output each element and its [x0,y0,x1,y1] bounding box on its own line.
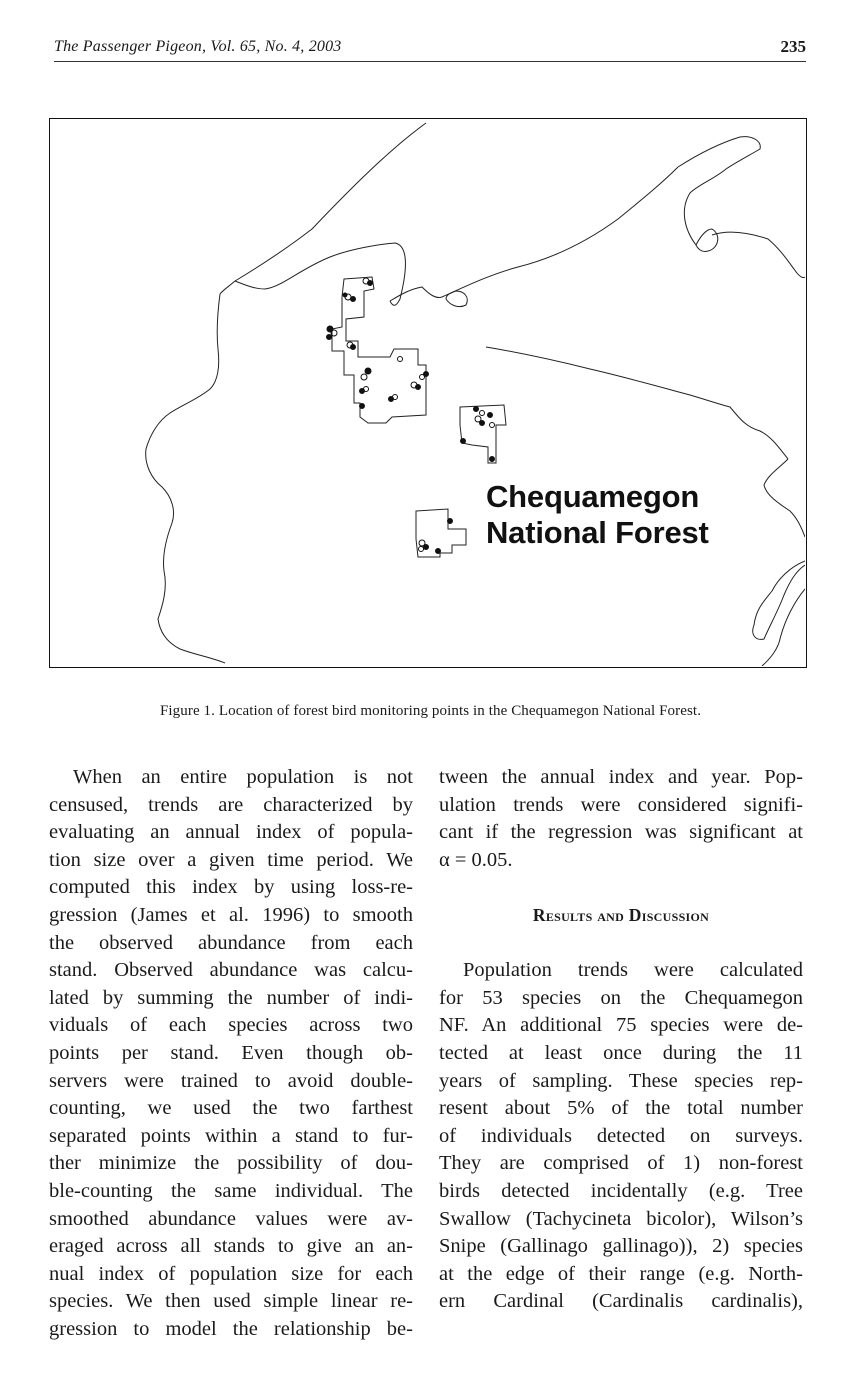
text-line: the observed abundance from each [49,931,413,954]
journal-citation: The Passenger Pigeon, Vol. 65, No. 4, 2003 [54,38,342,55]
text-line: years of sampling. These species rep- [439,1069,803,1092]
text-line: for 53 species on the Chequamegon [439,986,803,1009]
header-rule [54,61,806,62]
text-line: They are comprised of 1) non-forest [439,1152,803,1175]
text-line: separated points within a stand to fur- [49,1124,413,1147]
text-line: α = 0.05. [439,848,513,871]
figure-map [49,118,807,668]
text-line: tween the annual index and year. Pop- [439,766,803,788]
section-heading: Results and Discussion [532,904,710,925]
text-line: When an entire population is not [73,766,413,788]
text-line: nual index of population size for each [49,1262,413,1285]
text-line: of individuals detected on surveys. [439,1124,803,1147]
wisconsin-map-outline [50,119,805,666]
text-line: ern Cardinal (Cardinalis cardinalis), [439,1290,803,1313]
text-line: Swallow (Tachycineta bicolor), Wilson’s [439,1207,803,1230]
right-column [439,764,803,1316]
text-line: at the edge of their range (e.g. North- [439,1262,803,1285]
text-line: censused, trends are characterized by [49,793,413,816]
page-number: 235 [780,37,806,56]
text-line: ble-counting the same individual. The [49,1179,413,1202]
text-line: counting, we used the two farthest [49,1097,413,1120]
map-label-chequamegon: Chequamegon [486,479,700,514]
text-line: Population trends were calculated [463,959,803,982]
text-line: gression to model the relationship be- [49,1317,413,1340]
text-line: points per stand. Even though ob- [49,1041,413,1064]
text-line: gression (James et al. 1996) to smooth [49,903,413,926]
text-line: cant if the regression was significant at [439,821,803,844]
text-line: tion size over a given time period. We [49,848,413,871]
text-line: tected at least once during the 11 [439,1041,803,1064]
text-line: smoothed abundance values were av- [49,1207,413,1230]
text-line: ther minimize the possibility of dou- [49,1152,413,1175]
map-label-national-forest: National Forest [486,515,709,550]
text-line: evaluating an annual index of popula- [49,821,413,844]
figure-caption: Figure 1. Location of forest bird monitoring points in the Chequamegon National Forest. [159,703,702,719]
text-line: computed this index by using loss-re- [49,876,413,899]
text-line: Snipe (Gallinago gallinago)), 2) species [439,1235,803,1258]
text-line: lated by summing the number of indi- [49,986,413,1009]
text-line: stand. Observed abundance was calcu- [49,959,413,982]
text-line: viduals of each species across two [49,1014,413,1037]
text-line: species. We then used simple linear re- [49,1290,413,1313]
text-line: resent about 5% of the total number [439,1097,803,1120]
text-line: servers were trained to avoid double- [49,1069,413,1092]
text-line: birds detected incidentally (e.g. Tree [439,1179,803,1202]
text-line: NF. An additional 75 species were de- [439,1014,803,1037]
text-line: ulation trends were considered signifi- [439,793,803,816]
running-header [54,36,806,60]
text-line: eraged across all stands to give an an- [49,1235,413,1258]
left-column [49,764,413,1343]
